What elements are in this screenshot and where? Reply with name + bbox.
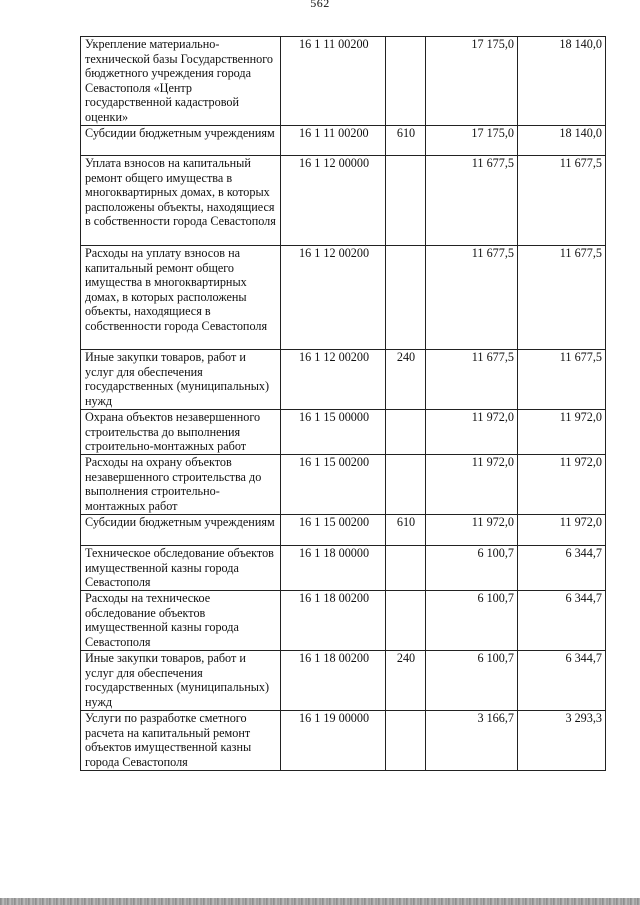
page-number: 562 xyxy=(310,0,330,10)
row-year1-cell: 6 100,7 xyxy=(426,651,518,711)
row-year1-cell: 17 175,0 xyxy=(426,37,518,126)
row-type-cell xyxy=(386,156,426,246)
row-year2-cell: 11 677,5 xyxy=(518,156,606,246)
table-row xyxy=(81,156,606,246)
row-type-cell: 610 xyxy=(386,126,426,156)
row-year2-cell: 18 140,0 xyxy=(518,126,606,156)
row-code-cell: 16 1 12 00200 xyxy=(281,246,386,350)
row-name-cell: Уплата взносов на капитальный ремонт общего имущества в многоквартирных домах, в которых расположены объекты, находящиеся в собственности города Севастополя xyxy=(81,156,281,246)
row-year1-cell: 17 175,0 xyxy=(426,126,518,156)
row-code-cell: 16 1 15 00200 xyxy=(281,515,386,546)
row-year2-cell: 18 140,0 xyxy=(518,37,606,126)
row-year2-cell: 6 344,7 xyxy=(518,591,606,651)
row-year1-cell: 11 677,5 xyxy=(426,156,518,246)
table-row xyxy=(81,246,606,350)
row-type-cell xyxy=(386,455,426,515)
row-year2-cell: 11 972,0 xyxy=(518,410,606,455)
row-type-cell xyxy=(386,246,426,350)
row-code-cell: 16 1 11 00200 xyxy=(281,37,386,126)
row-code-cell: 16 1 15 00200 xyxy=(281,455,386,515)
row-name-cell: Расходы на техническое обследование объектов имущественной казны города Севастополя xyxy=(81,591,281,651)
table-row xyxy=(81,591,606,651)
row-year2-cell: 11 677,5 xyxy=(518,350,606,410)
row-type-cell: 240 xyxy=(386,350,426,410)
row-code-cell: 16 1 18 00200 xyxy=(281,591,386,651)
row-code-cell: 16 1 18 00200 xyxy=(281,651,386,711)
row-code-cell: 16 1 12 00000 xyxy=(281,156,386,246)
table-row xyxy=(81,651,606,711)
table-row xyxy=(81,711,606,771)
row-name-cell: Иные закупки товаров, работ и услуг для обеспечения государственных (муниципальных) нужд xyxy=(81,350,281,410)
row-year2-cell: 3 293,3 xyxy=(518,711,606,771)
row-name-cell: Расходы на уплату взносов на капитальный ремонт общего имущества в многоквартирных домах, в которых расположены объекты, находящиеся в собственности города Севастополя xyxy=(81,246,281,350)
row-year2-cell: 11 972,0 xyxy=(518,455,606,515)
table-row xyxy=(81,410,606,455)
row-year1-cell: 11 677,5 xyxy=(426,350,518,410)
row-type-cell xyxy=(386,410,426,455)
row-type-cell: 240 xyxy=(386,651,426,711)
row-name-cell: Охрана объектов незавершенного строительства до выполнения строительно-монтажных работ xyxy=(81,410,281,455)
row-name-cell: Субсидии бюджетным учреждениям xyxy=(81,515,281,546)
row-type-cell xyxy=(386,37,426,126)
row-type-cell: 610 xyxy=(386,515,426,546)
row-name-cell: Субсидии бюджетным учреждениям xyxy=(81,126,281,156)
table-row xyxy=(81,126,606,156)
scan-edge-strip xyxy=(0,898,640,905)
row-year1-cell: 3 166,7 xyxy=(426,711,518,771)
row-year1-cell: 11 972,0 xyxy=(426,410,518,455)
row-year1-cell: 11 972,0 xyxy=(426,515,518,546)
row-code-cell: 16 1 15 00000 xyxy=(281,410,386,455)
row-code-cell: 16 1 11 00200 xyxy=(281,126,386,156)
row-code-cell: 16 1 19 00000 xyxy=(281,711,386,771)
table-row xyxy=(81,546,606,591)
row-type-cell xyxy=(386,546,426,591)
row-name-cell: Техническое обследование объектов имущественной казны города Севастополя xyxy=(81,546,281,591)
budget-table xyxy=(80,36,606,771)
row-name-cell: Иные закупки товаров, работ и услуг для обеспечения государственных (муниципальных) нужд xyxy=(81,651,281,711)
row-year2-cell: 11 677,5 xyxy=(518,246,606,350)
row-year1-cell: 6 100,7 xyxy=(426,591,518,651)
row-year1-cell: 6 100,7 xyxy=(426,546,518,591)
row-year2-cell: 6 344,7 xyxy=(518,651,606,711)
row-type-cell xyxy=(386,711,426,771)
row-year2-cell: 6 344,7 xyxy=(518,546,606,591)
row-year1-cell: 11 677,5 xyxy=(426,246,518,350)
table-row xyxy=(81,455,606,515)
row-name-cell: Услуги по разработке сметного расчета на капитальный ремонт объектов имущественной казны города Севастополя xyxy=(81,711,281,771)
row-year1-cell: 11 972,0 xyxy=(426,455,518,515)
table-row xyxy=(81,515,606,546)
table-row xyxy=(81,350,606,410)
row-name-cell: Укрепление материально-технической базы Государственного бюджетного учреждения города Севастополя «Центр государственной кадастровой оценки» xyxy=(81,37,281,126)
table-row xyxy=(81,37,606,126)
row-name-cell: Расходы на охрану объектов незавершенного строительства до выполнения строительно-монтажных работ xyxy=(81,455,281,515)
row-code-cell: 16 1 12 00200 xyxy=(281,350,386,410)
row-type-cell xyxy=(386,591,426,651)
row-year2-cell: 11 972,0 xyxy=(518,515,606,546)
row-code-cell: 16 1 18 00000 xyxy=(281,546,386,591)
